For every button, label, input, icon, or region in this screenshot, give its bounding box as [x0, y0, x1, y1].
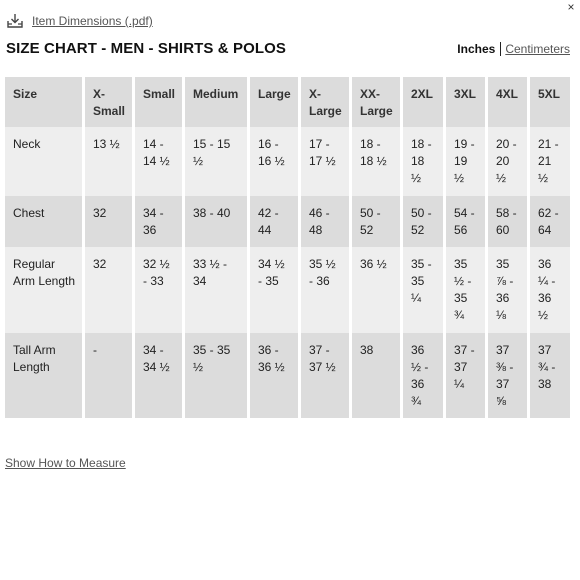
- table-cell: 32: [85, 247, 132, 333]
- download-tray-icon: [6, 12, 24, 30]
- table-cell: 19 - 19 ½: [446, 127, 485, 196]
- item-dimensions-label: Item Dimensions (.pdf): [32, 14, 153, 28]
- table-cell: 33 ½ - 34: [185, 247, 247, 333]
- table-cell: 50 - 52: [403, 196, 443, 247]
- table-header-cell: 5XL: [530, 77, 570, 127]
- table-cell: 36 ½ - 36 ¾: [403, 333, 443, 418]
- table-header-cell: X-Small: [85, 77, 132, 127]
- table-cell: 37 ⅜ - 37 ⅝: [488, 333, 527, 418]
- table-row-label: Tall Arm Length: [5, 333, 82, 418]
- size-chart-table: [5, 77, 570, 418]
- table-cell: 32 ½ - 33: [135, 247, 182, 333]
- table-cell: 32: [85, 196, 132, 247]
- table-cell: 42 - 44: [250, 196, 298, 247]
- table-cell: 54 - 56: [446, 196, 485, 247]
- table-header-cell: X-Large: [301, 77, 349, 127]
- table-cell: 34 - 36: [135, 196, 182, 247]
- table-cell: 50 - 52: [352, 196, 400, 247]
- table-header-size: Size: [5, 77, 82, 127]
- table-header-cell: Large: [250, 77, 298, 127]
- table-cell: 21 - 21 ½: [530, 127, 570, 196]
- table-cell: 20 - 20 ½: [488, 127, 527, 196]
- table-cell: 35 ½ - 36: [301, 247, 349, 333]
- table-cell: -: [85, 333, 132, 418]
- table-header-cell: 3XL: [446, 77, 485, 127]
- table-cell: 58 - 60: [488, 196, 527, 247]
- table-cell: 37 - 37 ¼: [446, 333, 485, 418]
- table-header-cell: 2XL: [403, 77, 443, 127]
- table-cell: 36 ¼ - 36 ½: [530, 247, 570, 333]
- table-cell: 16 - 16 ½: [250, 127, 298, 196]
- table-cell: 18 - 18 ½: [403, 127, 443, 196]
- table-row-label: Regular Arm Length: [5, 247, 82, 333]
- table-cell: 36 - 36 ½: [250, 333, 298, 418]
- table-cell: 46 - 48: [301, 196, 349, 247]
- item-dimensions-pdf-link[interactable]: [6, 10, 153, 32]
- table-header-cell: XX-Large: [352, 77, 400, 127]
- table-cell: 34 ½ - 35: [250, 247, 298, 333]
- table-cell: 37 - 37 ½: [301, 333, 349, 418]
- table-cell: 62 - 64: [530, 196, 570, 247]
- table-cell: 35 - 35 ½: [185, 333, 247, 418]
- table-cell: 18 - 18 ½: [352, 127, 400, 196]
- table-cell: 13 ½: [85, 127, 132, 196]
- table-cell: 34 - 34 ½: [135, 333, 182, 418]
- unit-inches-option[interactable]: Inches: [457, 42, 501, 56]
- table-cell: 15 - 15 ½: [185, 127, 247, 196]
- table-cell: 35 - 35 ¼: [403, 247, 443, 333]
- table-cell: 37 ¾ - 38: [530, 333, 570, 418]
- table-cell: 17 - 17 ½: [301, 127, 349, 196]
- table-cell: 38: [352, 333, 400, 418]
- table-row-label: Neck: [5, 127, 82, 196]
- unit-centimeters-option[interactable]: Centimeters: [505, 42, 570, 56]
- table-cell: 36 ½: [352, 247, 400, 333]
- table-header-cell: 4XL: [488, 77, 527, 127]
- close-button[interactable]: [564, 0, 578, 14]
- close-icon: ×: [567, 0, 575, 14]
- table-header-cell: Medium: [185, 77, 247, 127]
- table-cell: 38 - 40: [185, 196, 247, 247]
- page-title: SIZE CHART - MEN - SHIRTS & POLOS: [6, 40, 286, 57]
- table-row-label: Chest: [5, 196, 82, 247]
- table-cell: 35 ½ - 35 ¾: [446, 247, 485, 333]
- table-header-cell: Small: [135, 77, 182, 127]
- table-cell: 35 ⅞ - 36 ⅛: [488, 247, 527, 333]
- unit-toggle: [457, 42, 570, 56]
- show-how-to-measure-link[interactable]: Show How to Measure: [5, 456, 126, 470]
- table-cell: 14 - 14 ½: [135, 127, 182, 196]
